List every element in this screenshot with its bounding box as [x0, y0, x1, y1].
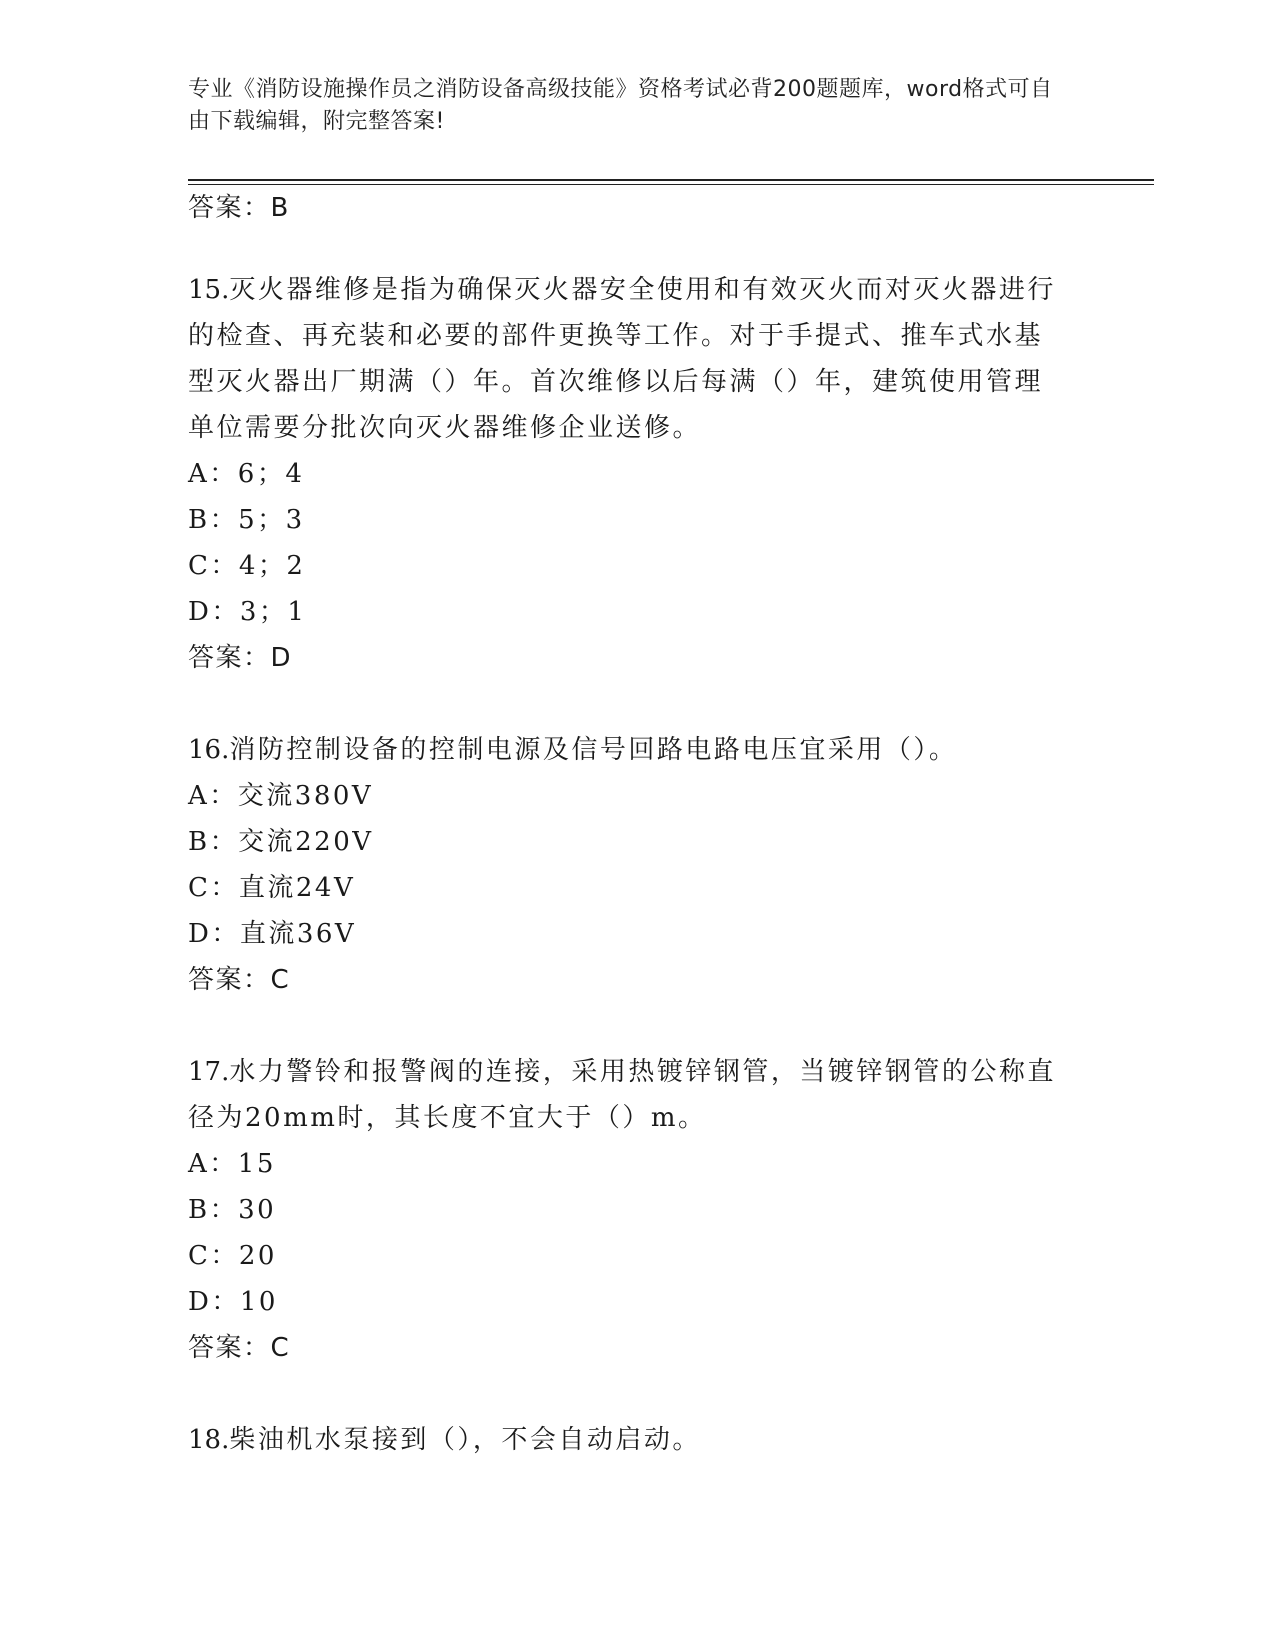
question-16-option-d: D：直流36V: [188, 919, 357, 949]
question-15-number: 15.: [188, 275, 230, 305]
question-15-line-4: 单位需要分批次向灭火器维修企业送修。: [188, 413, 702, 443]
question-15-option-b: B：5；3: [188, 505, 305, 535]
header-divider-thick: [188, 179, 1154, 181]
question-18-number: 18.: [188, 1425, 230, 1455]
question-17-text-1: 水力警铃和报警阀的连接，采用热镀锌钢管，当镀锌钢管的公称直: [229, 1057, 1056, 1087]
question-15-line-1: [188, 275, 1056, 305]
document-header: 专业《消防设施操作员之消防设备高级技能》资格考试必背200题题库，word格式可自由下载编辑，附完整答案!: [188, 77, 1053, 134]
question-17-number: 17.: [188, 1057, 230, 1087]
header-divider-thin: [188, 184, 1154, 185]
question-15-option-c: C：4；2: [188, 551, 306, 581]
question-15-option-a: A：6；4: [188, 459, 305, 489]
question-18-line-1: [188, 1425, 701, 1455]
question-17-option-d: D：10: [188, 1287, 278, 1317]
question-17-line-2: 径为20mm时，其长度不宜大于（）m。: [188, 1103, 707, 1133]
question-15-line-2: 的检查、再充装和必要的部件更换等工作。对于手提式、推车式水基: [188, 321, 1044, 351]
question-17-line-1: [188, 1057, 1056, 1087]
question-17-option-a: A：15: [188, 1149, 276, 1179]
question-15-line-3: 型灭火器出厂期满（）年。首次维修以后每满（）年，建筑使用管理: [188, 367, 1044, 397]
question-16-text-1: 消防控制设备的控制电源及信号回路电路电压宜采用（）。: [229, 735, 958, 765]
answer-14: 答案：B: [188, 193, 290, 223]
question-16-option-b: B：交流220V: [188, 827, 374, 857]
question-16-option-c: C：直流24V: [188, 873, 356, 903]
answer-17: 答案：C: [188, 1333, 291, 1363]
answer-16: 答案：C: [188, 965, 291, 995]
question-16-number: 16.: [188, 735, 230, 765]
question-16-option-a: A：交流380V: [188, 781, 374, 811]
question-16-line-1: [188, 735, 957, 765]
question-15-text-1: 灭火器维修是指为确保灭火器安全使用和有效灭火而对灭火器进行: [229, 275, 1056, 305]
answer-15: 答案：D: [188, 643, 293, 673]
question-15-option-d: D：3；1: [188, 597, 307, 627]
question-18-text-1: 柴油机水泵接到（），不会自动启动。: [229, 1425, 701, 1455]
question-17-option-c: C：20: [188, 1241, 277, 1271]
question-17-option-b: B：30: [188, 1195, 277, 1225]
